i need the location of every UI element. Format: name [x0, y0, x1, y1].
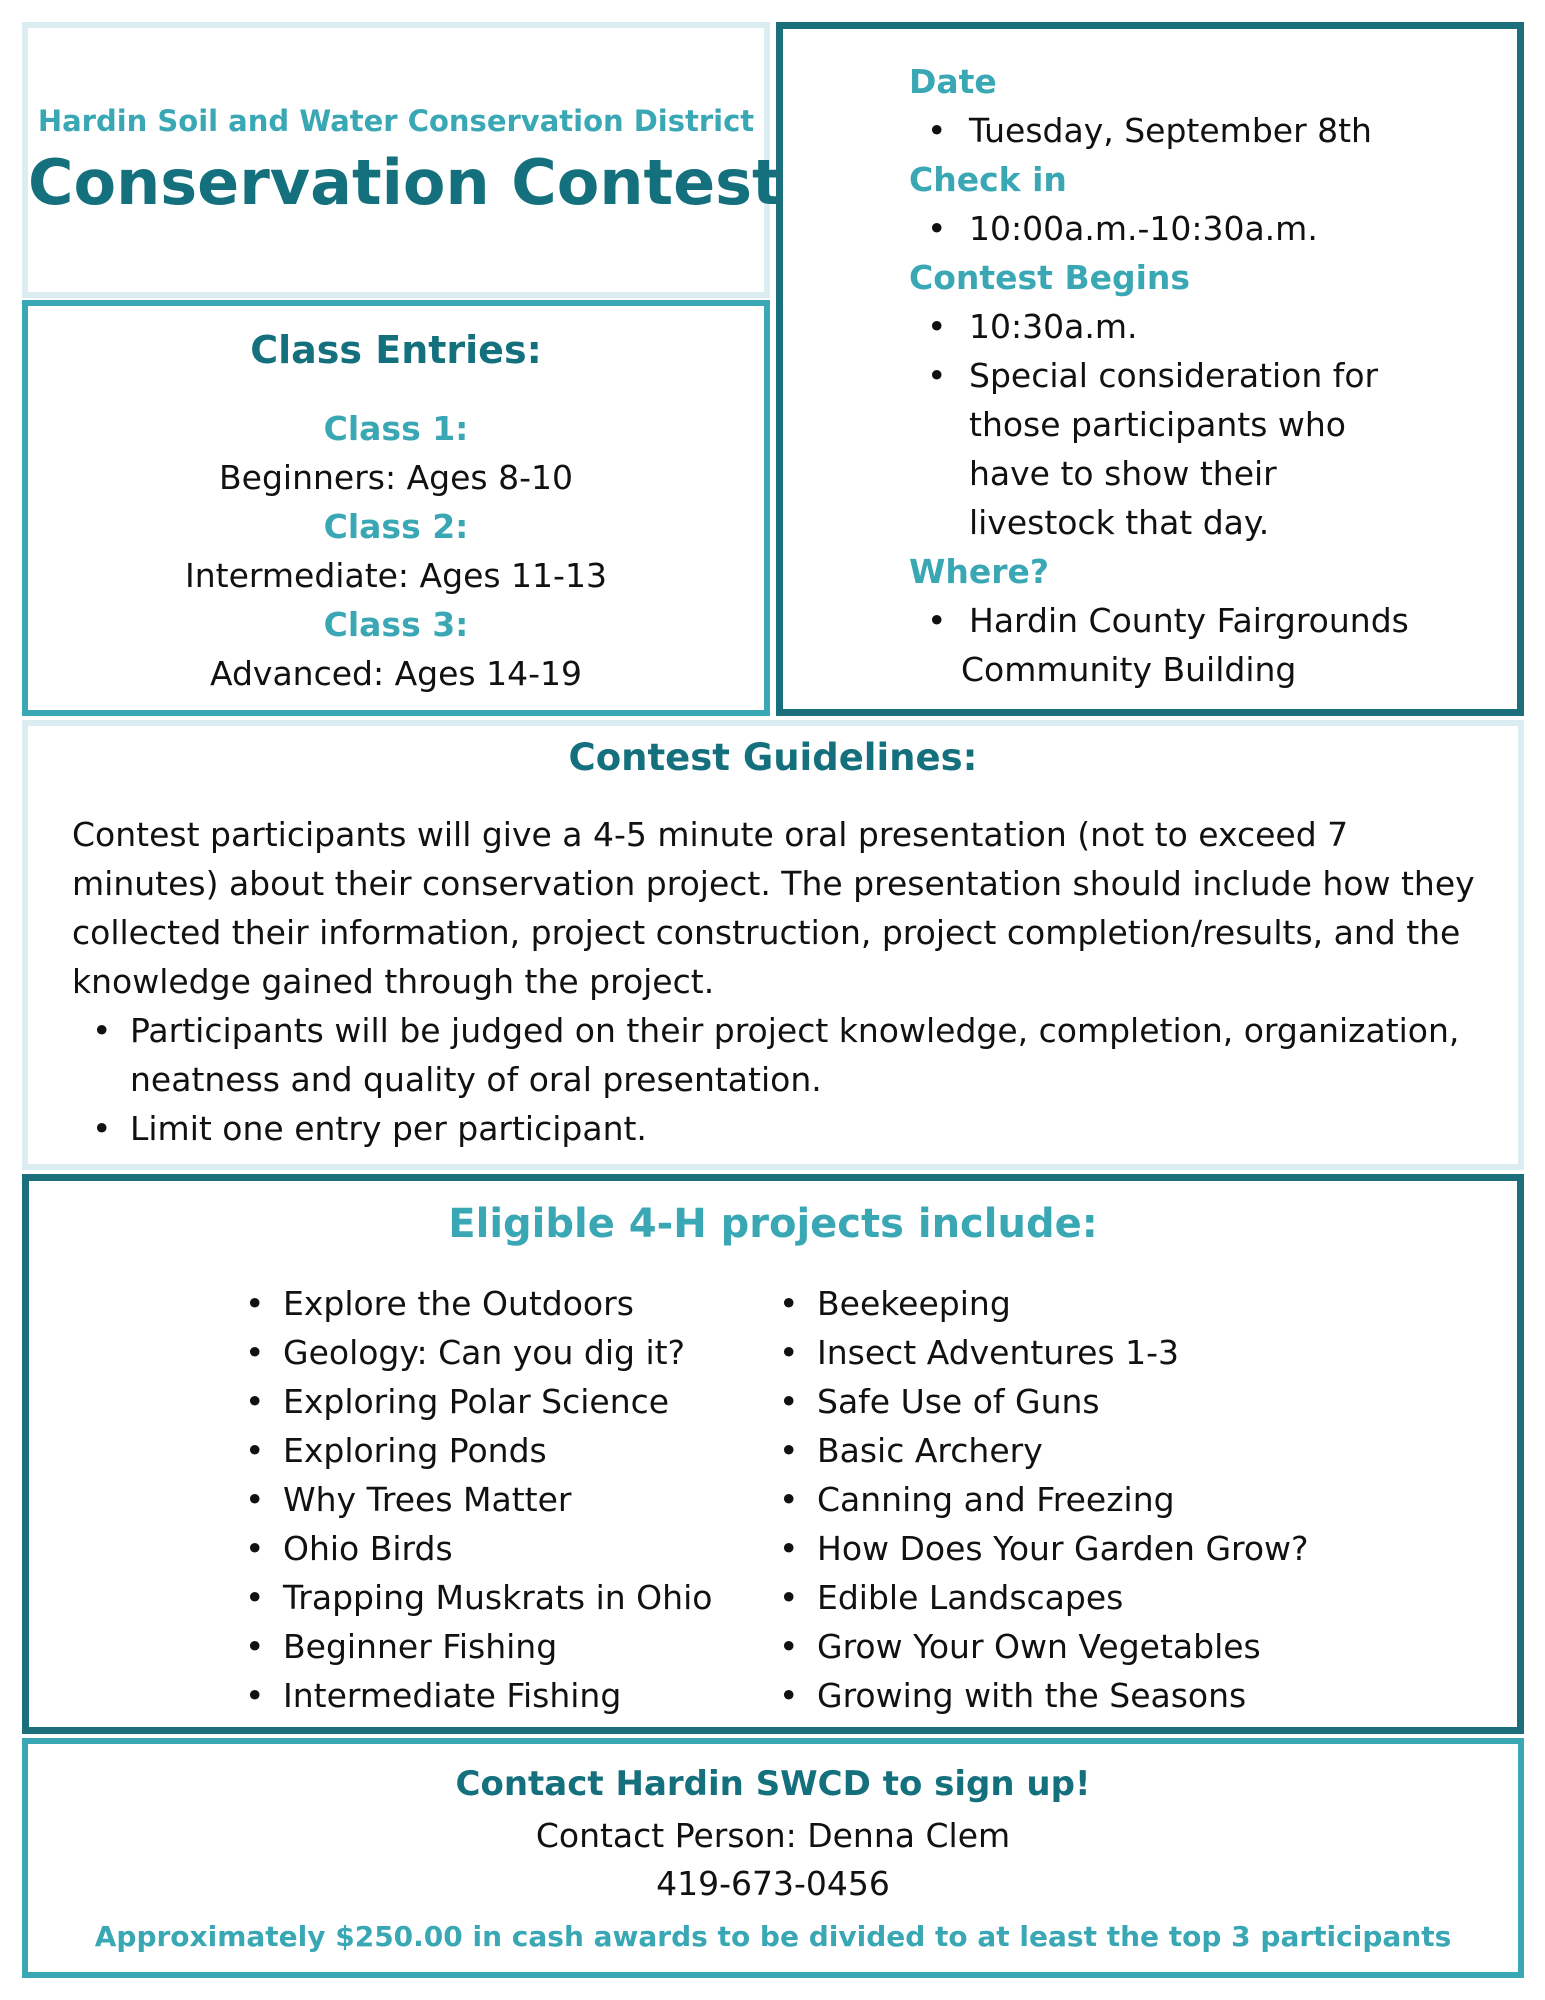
list-item: • Trapping Muskrats in Ohio — [241, 1573, 712, 1622]
special-consideration-note — [909, 351, 1497, 547]
class-entries-heading: Class Entries: — [250, 328, 542, 372]
contest-begins-label: Contest Begins — [909, 258, 1191, 297]
list-item: • Canning and Freezing — [775, 1475, 1309, 1524]
projects-left-column — [241, 1279, 712, 1720]
date-label: Date — [909, 62, 997, 101]
list-item: • Explore the Outdoors — [241, 1279, 712, 1328]
guidelines-list — [72, 1006, 1488, 1153]
cash-awards-note: Approximately $250.00 in cash awards to be divided to at least the top 3 participants — [94, 1920, 1452, 1953]
special-line: have to show their — [969, 454, 1277, 493]
title-panel — [22, 22, 782, 298]
projects-right-column — [775, 1279, 1309, 1720]
class-1-label: Class 1: — [323, 409, 469, 448]
class-1-description: Beginners: Ages 8-10 — [219, 458, 573, 497]
list-item: • Intermediate Fishing — [241, 1671, 712, 1720]
class-entries-panel — [22, 300, 770, 716]
list-item: • Why Trees Matter — [241, 1475, 712, 1524]
where-label: Where? — [909, 552, 1050, 591]
list-item: • Beginner Fishing — [241, 1622, 712, 1671]
guidelines-paragraph: Contest participants will give a 4-5 minute oral presentation (not to exceed 7 minutes) about their conservation project. The presentation should include how they collected their information, project construction, project completion/results, and the knowledge gained through the project. — [72, 815, 1475, 1001]
list-item: • Limit one entry per participant. — [72, 1104, 1488, 1153]
contest-begins-value: • 10:30a.m. — [909, 302, 1497, 351]
where-building: Community Building — [961, 650, 1297, 689]
class-list — [28, 404, 764, 698]
event-details-panel — [776, 22, 1524, 716]
list-item: • Participants will be judged on their project knowledge, completion, organization, neatness and quality of oral presentation. — [72, 1006, 1488, 1104]
contact-person: Contact Person: Denna Clem — [535, 1816, 1011, 1855]
checkin-label: Check in — [909, 160, 1067, 199]
special-line: livestock that day. — [969, 503, 1270, 542]
special-line: • Special consideration for — [969, 356, 1379, 395]
event-details — [909, 57, 1497, 694]
list-item: • Grow Your Own Vegetables — [775, 1622, 1309, 1671]
contact-phone: 419-673-0456 — [656, 1864, 890, 1903]
list-item: • Geology: Can you dig it? — [241, 1328, 712, 1377]
contact-heading: Contact Hardin SWCD to sign up! — [455, 1764, 1091, 1804]
list-item: • Exploring Polar Science — [241, 1377, 712, 1426]
organization-name: Hardin Soil and Water Conservation District — [37, 104, 755, 138]
checkin-value: • 10:00a.m.-10:30a.m. — [909, 204, 1497, 253]
eligible-projects-heading: Eligible 4-H projects include: — [448, 1201, 1098, 1247]
list-item: • Growing with the Seasons — [775, 1671, 1309, 1720]
list-item: • Exploring Ponds — [241, 1426, 712, 1475]
class-2-description: Intermediate: Ages 11-13 — [185, 556, 607, 595]
list-item: • Beekeeping — [775, 1279, 1309, 1328]
list-item: • Safe Use of Guns — [775, 1377, 1309, 1426]
special-line: those participants who — [969, 405, 1346, 444]
list-item: • How Does Your Garden Grow? — [775, 1524, 1309, 1573]
list-item: • Edible Landscapes — [775, 1573, 1309, 1622]
contact-panel — [22, 1738, 1524, 1978]
class-3-label: Class 3: — [323, 605, 469, 644]
list-item: • Ohio Birds — [241, 1524, 712, 1573]
list-item: • Insect Adventures 1-3 — [775, 1328, 1309, 1377]
guidelines-heading: Contest Guidelines: — [568, 736, 978, 779]
eligible-projects-panel — [22, 1174, 1524, 1734]
date-value: • Tuesday, September 8th — [909, 106, 1497, 155]
page-title: Conservation Contest — [28, 146, 782, 219]
where-location: • Hardin County Fairgrounds — [909, 596, 1497, 645]
class-2-label: Class 2: — [323, 507, 469, 546]
class-3-description: Advanced: Ages 14-19 — [209, 654, 582, 693]
guidelines-panel — [22, 720, 1524, 1170]
list-item: • Basic Archery — [775, 1426, 1309, 1475]
